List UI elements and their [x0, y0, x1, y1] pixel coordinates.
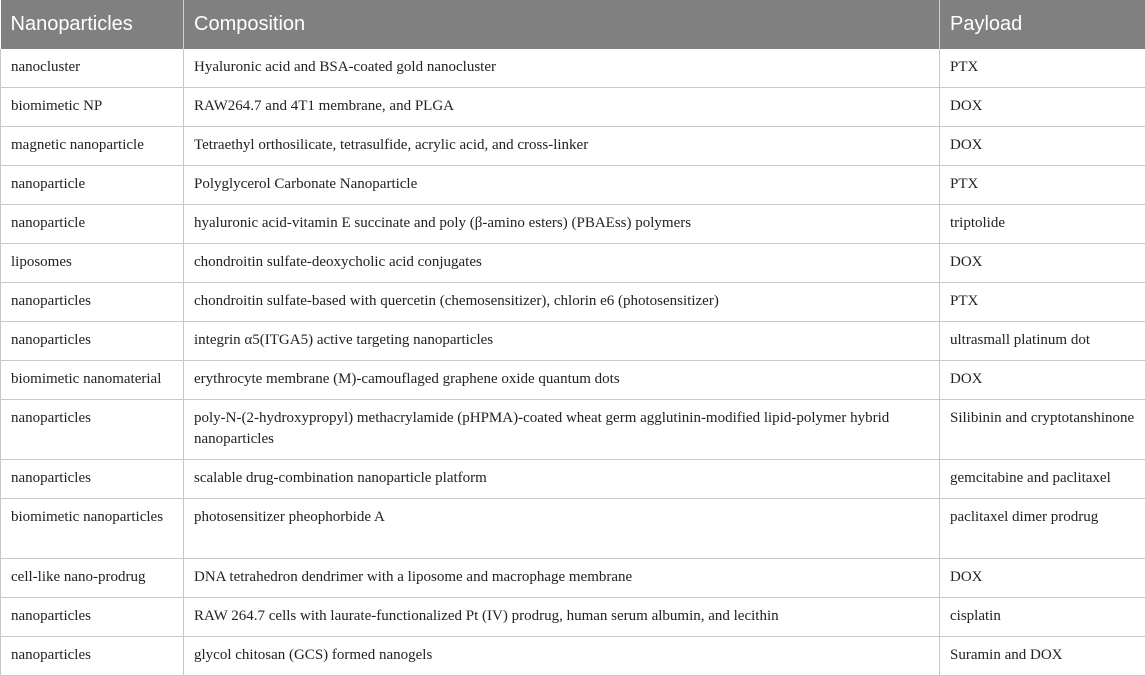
cell-composition: glycol chitosan (GCS) formed nanogels: [184, 637, 940, 676]
cell-nanoparticles: cell-like nano-prodrug: [1, 559, 184, 598]
cell-payload: DOX: [940, 127, 1145, 166]
cell-nanoparticles: nanoparticles: [1, 637, 184, 676]
cell-composition: Hyaluronic acid and BSA-coated gold nanocluster: [184, 49, 940, 88]
table-row: [1, 244, 1145, 283]
table-row: [1, 88, 1145, 127]
cell-composition: Tetraethyl orthosilicate, tetrasulfide, acrylic acid, and cross-linker: [184, 127, 940, 166]
cell-composition: integrin α5(ITGA5) active targeting nanoparticles: [184, 322, 940, 361]
cell-composition: chondroitin sulfate-based with quercetin (chemosensitizer), chlorin e6 (photosensitizer): [184, 283, 940, 322]
header-nanoparticles: Nanoparticles: [1, 0, 184, 49]
cell-composition: poly-N-(2-hydroxypropyl) methacrylamide (pHPMA)-coated wheat germ agglutinin-modified lipid-polymer hybrid nanoparticles: [184, 400, 940, 460]
cell-payload: cisplatin: [940, 598, 1145, 637]
table-row: [1, 460, 1145, 499]
cell-nanoparticles: biomimetic NP: [1, 88, 184, 127]
cell-payload: DOX: [940, 88, 1145, 127]
cell-nanoparticles: nanoparticles: [1, 460, 184, 499]
cell-payload: PTX: [940, 283, 1145, 322]
header-composition: Composition: [184, 0, 940, 49]
header-payload: Payload: [940, 0, 1145, 49]
cell-composition: hyaluronic acid-vitamin E succinate and poly (β-amino esters) (PBAEss) polymers: [184, 205, 940, 244]
table-row: [1, 49, 1145, 88]
cell-nanoparticles: biomimetic nanomaterial: [1, 361, 184, 400]
cell-payload: DOX: [940, 244, 1145, 283]
table-row: [1, 205, 1145, 244]
table-row: [1, 166, 1145, 205]
cell-composition: chondroitin sulfate-deoxycholic acid conjugates: [184, 244, 940, 283]
table-row: [1, 127, 1145, 166]
cell-payload: DOX: [940, 361, 1145, 400]
cell-payload: gemcitabine and paclitaxel: [940, 460, 1145, 499]
cell-composition: erythrocyte membrane (M)-camouflaged graphene oxide quantum dots: [184, 361, 940, 400]
cell-composition: Polyglycerol Carbonate Nanoparticle: [184, 166, 940, 205]
cell-nanoparticles: nanoparticles: [1, 598, 184, 637]
table-row: [1, 361, 1145, 400]
cell-composition: scalable drug-combination nanoparticle platform: [184, 460, 940, 499]
table-row: [1, 598, 1145, 637]
cell-composition: RAW 264.7 cells with laurate-functionalized Pt (IV) prodrug, human serum albumin, and lecithin: [184, 598, 940, 637]
cell-nanoparticles: biomimetic nanoparticles: [1, 499, 184, 559]
cell-composition: DNA tetrahedron dendrimer with a liposome and macrophage membrane: [184, 559, 940, 598]
cell-nanoparticles: nanoparticle: [1, 166, 184, 205]
cell-nanoparticles: magnetic nanoparticle: [1, 127, 184, 166]
cell-nanoparticles: nanoparticles: [1, 400, 184, 460]
table-row: [1, 499, 1145, 559]
table-row: [1, 283, 1145, 322]
cell-payload: ultrasmall platinum dot: [940, 322, 1145, 361]
cell-nanoparticles: nanoparticle: [1, 205, 184, 244]
table-row: [1, 322, 1145, 361]
table-row: [1, 400, 1145, 460]
cell-payload: DOX: [940, 559, 1145, 598]
cell-payload: Suramin and DOX: [940, 637, 1145, 676]
cell-payload: Silibinin and cryptotanshinone: [940, 400, 1145, 460]
cell-nanoparticles: liposomes: [1, 244, 184, 283]
table-row: [1, 637, 1145, 676]
cell-payload: triptolide: [940, 205, 1145, 244]
cell-payload: PTX: [940, 166, 1145, 205]
header-row: [1, 0, 1145, 49]
cell-payload: paclitaxel dimer prodrug: [940, 499, 1145, 559]
table-row: [1, 559, 1145, 598]
cell-nanoparticles: nanocluster: [1, 49, 184, 88]
cell-nanoparticles: nanoparticles: [1, 322, 184, 361]
cell-nanoparticles: nanoparticles: [1, 283, 184, 322]
cell-composition: RAW264.7 and 4T1 membrane, and PLGA: [184, 88, 940, 127]
cell-payload: PTX: [940, 49, 1145, 88]
cell-composition: photosensitizer pheophorbide A: [184, 499, 940, 559]
